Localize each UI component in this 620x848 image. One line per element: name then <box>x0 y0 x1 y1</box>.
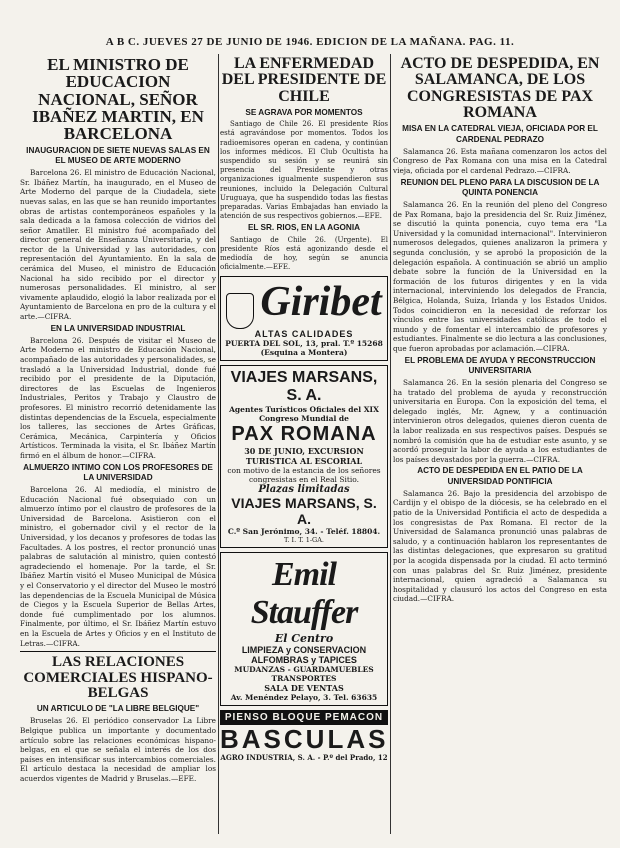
subhead-quinta-ponencia: REUNION DEL PLENO PARA LA DISCUSION DE LA QUINTA PONENCIA <box>400 177 600 197</box>
subhead-agonia: EL SR. RIOS, EN LA AGONIA <box>247 223 361 233</box>
subhead-universidad-industrial: EN LA UNIVERSIDAD INDUSTRIAL <box>50 323 186 333</box>
ad-stauffer <box>220 552 388 706</box>
marsans-event: PAX ROMANA <box>231 422 377 445</box>
headline-ibanez-martin: EL MINISTRO DE EDUCACION NACIONAL, SEÑOR IBAÑEZ MARTIN, EN BARCELONA <box>32 55 204 144</box>
marsans-name: VIAJES MARSANS, S. A. <box>230 368 378 404</box>
column-rule <box>218 54 219 834</box>
article-body: Salamanca 26. Esta mañana comenzaron los actos del Congreso de Pax Romana con una misa en la Catedral vieja, oficiada por el cardenal Pedrazo.—CIFRA. <box>393 146 607 175</box>
subhead-libre-belgique: UN ARTICULO DE "LA LIBRE BELGIQUE" <box>36 704 200 714</box>
ad-pienso-pemacon: PIENSO BLOQUE PEMACON <box>220 710 388 725</box>
stauffer-l4: SALA DE VENTAS <box>264 682 344 693</box>
headline-hispano-belgas: LAS RELACIONES COMERCIALES HISPANO-BELGAS <box>23 654 213 701</box>
article-body: Barcelona 26. Después de visitar el Museo de Arte Moderno el ministro de Educación Nacional, acompañado de las autoridades y personalidades, se trasladó a la Universidad Industrial, donde fué recibido por el presidente de la Diputación, directores de las Escuelas de Ingenieros Industriales, Peritos y Trabajo y Claustro de profesores. El ministro recorrió detenidamente las distintas dependencias de la Escuela, especialmente los talleres, las secciones de Artes Gráficas, Cerámica, Mecánica, Carpintería y Oficios Artísticos. Terminada la visita, el Sr. Ibáñez Martín firmó en el álbum de honor.—CIFRA. <box>20 335 216 461</box>
ad-basculas-title: BASCULAS <box>220 723 388 754</box>
subhead-museo: INAUGURACION DE SIETE NUEVAS SALAS EN EL MUSEO DE ARTE MODERNO <box>26 145 210 165</box>
article-body: Salamanca 26. Bajo la presidencia del arzobispo de Cardijn y el obispo de la diócesis, se ha celebrado en el patio de la Universidad Pontificia el acto de despedida a los congresistas de Pax Romana. El rector de la Universidad de Salamanca pronunció unas palabras de saludo, y a continuación hablaron los representantes de las distintas delegaciones, que expresaron su gratitud por la acogida dispensada por la ciudad. El acto terminó con unas palabras del Sr. Ruiz Jiménez, presidente internacional, quien agradeció a Salamanca su hospitalidad y clausuró los actos del Congreso en esta ciudad.—CIFRA. <box>393 488 607 604</box>
stauffer-l2: ALFOMBRAS y TAPICES <box>251 654 357 665</box>
article-body: Barcelona 26. El ministro de Educación Nacional, Sr. Ibáñez Martín, ha inaugurado, en el Museo de Arte Moderno del parque de la Ciudadela, siete nuevas salas, en las que se han reunido importantes obras de artistas contemporáneos españoles y la sala dedicada a la famosa colección de vidrios del señor Amatller. El ministro fué acompañado del director general de Enseñanza Universitaria, y del rector de la Universidad y las autoridades, con representación del Ayuntamiento. En la sala de cerámica del Museo, el ministro de Educación Nacional ha sido recibido por el director y numerosas personalidades. El ministro, al ser vivamente aplaudido, elogió la labor realizada por el Ayuntamiento de Barcelona en pro de la cultura y el arte.—CIFRA. <box>20 168 216 322</box>
article-body: Santiago de Chile 26. (Urgente). El presidente Ríos está agonizando desde el mediodía de hoy, según se anuncia oficialmente.—EFE. <box>220 235 388 272</box>
crest-icon <box>226 293 254 329</box>
article-body: Santiago de Chile 26. El presidente Ríos está agravándose por momentos. Todos los radioemisores operan en cadena, y continúan los informes médicos. El Club Ocultista ha suspendido su sesión y se reunirá sin presencia del Presidente y otras organizaciones igualmente suspendieron sus reuniones, incluido la Delegación Cultural Uruguaya, que ha suspendido todas las fiestas preparadas. Varias Embajadas han enviado la atención de sus respectivos gobiernos.—EFE. <box>220 120 388 221</box>
stauffer-logo: Emil Stauffer <box>250 555 358 631</box>
column-middle <box>220 54 388 844</box>
ad-giribet <box>220 276 388 361</box>
stauffer-address: Av. Menéndez Pelayo, 3. Tel. 63635 <box>230 692 378 702</box>
headline-presidente-chile: LA ENFERMEDAD DEL PRESIDENTE DE CHILE <box>221 55 387 105</box>
stauffer-l1: LIMPIEZA y CONSERVACION <box>241 644 367 655</box>
marsans-l2: 30 DE JUNIO, EXCURSION TURISTICA AL ESCORIAL <box>244 445 364 466</box>
marsans-l4: Plazas limitadas <box>258 483 350 495</box>
subhead-reconstruccion: EL PROBLEMA DE AYUDA Y RECONSTRUCCION UNIVERSITARIA <box>404 355 596 375</box>
marsans-code: T. I. T. 1-GA. <box>283 535 324 544</box>
divider <box>20 651 216 652</box>
marsans-l3: con motivo de la estancia de los señores congresistas en el Real Sitio. <box>227 465 381 484</box>
marsans-address: C.º San Jerónimo, 34. - Teléf. 18804. <box>227 526 381 536</box>
giribet-address: PUERTA DEL SOL, 13, pral. T.º 15268 <box>225 338 383 348</box>
marsans-name2: VIAJES MARSANS, S. A. <box>231 494 377 527</box>
article-body: Barcelona 26. Al mediodía, el ministro de Educación Nacional fué obsequiado con un almuerzo íntimo por el claustro de profesores de la Universidad de Barcelona. Asistieron con el ministro, el gobernador civil y el rector de la Universidad, y los decanos y profesores de todas las Facultades. A los postres, el rector pronunció unas palabras de salutación al ministro, quien contestó agradeciendo el homenaje. Por la tarde, el Sr. Ibáñez Martín visitó el Museo Municipal de Música y el Conservatorio y el director del Museo le mostró las dependencias de la Escuela Municipal de Música de Ciegos y la Escuela Superior de Bellas Artes, donde fué cumplimentado por los alumnos. Finalmente, por último, el Sr. Ibáñez Martín estuvo en la Escuela de Artes y Oficios y en el Instituto de Letras.—CIFRA. <box>20 485 216 648</box>
headline-pax-romana: ACTO DE DESPEDIDA, EN SALAMANCA, DE LOS CONGRESISTAS DE PAX ROMANA <box>400 55 600 121</box>
page-header: A B C. JUEVES 27 DE JUNIO DE 1946. EDICION DE LA MAÑANA. PAG. 11. <box>105 36 515 48</box>
subhead-agrava: SE AGRAVA POR MOMENTOS <box>245 107 363 117</box>
giribet-logo: Giribet <box>260 279 382 326</box>
giribet-subtitle: ALTAS CALIDADES <box>254 328 354 339</box>
column-rule <box>390 54 391 834</box>
stauffer-l3: MUDANZAS - GUARDAMUEBLES TRANSPORTES <box>234 664 374 683</box>
stauffer-tag: El Centro <box>274 631 334 645</box>
article-body: Salamanca 26. En la sesión plenaria del Congreso se ha tratado del problema de ayuda y reconstrucción universitaria en Europa. Con la exposición del tema, el delegado inglés, Mr. Agnew, y a continuación intervinieron otros delegados, quienes dieron cuenta de la labor realizada en sus respectivos países. Después se nombró la comisión que ha de estudiar este asunto, y se acordó proseguir la labor de ayuda a los estudiantes de los países devastados por la guerra.—CIFRA. <box>393 378 607 464</box>
ad-viajes-marsans <box>220 365 388 548</box>
subhead-almuerzo: ALMUERZO INTIMO CON LOS PROFESORES DE LA UNIVERSIDAD <box>23 462 213 482</box>
subhead-misa: MISA EN LA CATEDRAL VIEJA, OFICIADA POR EL CARDENAL PEDRAZO <box>402 124 598 144</box>
subhead-despedida-patio: ACTO DE DESPEDIDA EN EL PATIO DE LA UNIVERSIDAD PONTIFICIA <box>417 466 583 486</box>
column-right <box>393 54 607 844</box>
article-body: Salamanca 26. En la reunión del pleno del Congreso de Pax Romana, bajo la presidencia del Sr. Ruiz Jiménez, se discutió la quinta ponencia, cuyo tema era "La Universidad y la comunidad internacional". Intervinieron numerosos delegados, quienes analizaron la primera y segunda conclusión, y se aprobó la proposición de la delegación española. A continuación se abrió un amplio debate sobre la función de la Universidad en la formación de los futuros dirigentes y en la vida internacional, interviniendo los delegados de Francia, Bélgica, Holanda, Suiza, Irlanda y los Estados Unidos. Todos coincidieron en la necesidad de reforzar los vínculos entre las universidades católicas de todo el mundo y de fomentar el intercambio de profesores y estudiantes. Finalmente se dio lectura a las conclusiones, que fueron aprobadas por aclamación.—CIFRA. <box>393 200 607 353</box>
giribet-address2: (Esquina a Montera) <box>260 347 348 357</box>
marsans-l1: Agentes Turísticos Oficiales del XIX Congreso Mundial de <box>229 404 379 423</box>
ad-basculas-line: AGRO INDUSTRIA, S. A. - P.º del Prado, 12 <box>220 752 388 762</box>
article-body: Bruselas 26. El periódico conservador La Libre Belgique publica un importante y documentado artículo sobre las relaciones económicas hispano-belgas, en el que se señala el interés de los dos países en intensificar sus intercambios comerciales. El artículo destaca la necesidad de ampliar los acuerdos vigentes de Madrid y Bruselas.—EFE. <box>20 716 216 783</box>
column-left <box>20 54 216 844</box>
